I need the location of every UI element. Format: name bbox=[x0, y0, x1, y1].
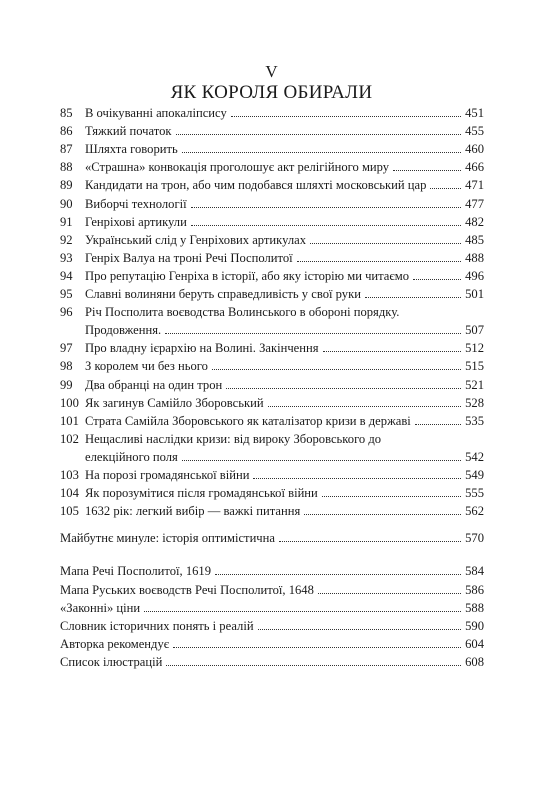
page-number: 521 bbox=[465, 377, 484, 392]
page-number: 555 bbox=[465, 486, 484, 501]
page-number: 528 bbox=[465, 395, 484, 410]
page-number: 501 bbox=[465, 287, 484, 301]
entry-title: Майбутнє минуле: історія оптимістична bbox=[60, 531, 275, 546]
page-number: 512 bbox=[465, 341, 484, 356]
toc-entry[interactable] bbox=[60, 430, 484, 448]
page-number: 507 bbox=[465, 323, 484, 338]
chapter-number: 92 bbox=[60, 232, 73, 247]
part-number: V bbox=[265, 62, 278, 81]
chapter-number: 89 bbox=[60, 178, 73, 193]
entry-title: «Страшна» конвокація проголошує акт релігійного миру bbox=[85, 160, 390, 175]
dot-leader bbox=[212, 369, 461, 370]
page-number: 477 bbox=[465, 196, 484, 211]
toc-entry[interactable] bbox=[60, 562, 484, 580]
entry-title: Мапа Речі Посполитої, 1619 bbox=[60, 564, 212, 579]
dot-leader bbox=[182, 152, 461, 153]
page-number: 586 bbox=[465, 582, 484, 597]
dot-leader bbox=[323, 351, 462, 352]
dot-leader bbox=[279, 541, 461, 542]
entry-title: Список ілюстрацій bbox=[60, 654, 163, 669]
page-number: 515 bbox=[465, 359, 484, 374]
dot-leader bbox=[430, 188, 461, 189]
entry-title: Про репутацію Генріха в історії, або яку історію ми читаємо bbox=[85, 268, 410, 283]
toc-entry[interactable] bbox=[60, 285, 484, 303]
part-title: ЯК КОРОЛЯ ОБИРАЛИ bbox=[170, 82, 373, 103]
chapter-number: 85 bbox=[60, 106, 73, 120]
entry-title: Як загинув Самійло Зборовський bbox=[85, 395, 264, 410]
chapter-number: 90 bbox=[60, 196, 73, 211]
entry-title: В очікуванні апокаліпсису bbox=[85, 106, 227, 120]
entry-title: Мапа Руських воєводств Речі Посполитої, 1648 bbox=[60, 582, 314, 597]
chapter-number: 86 bbox=[60, 124, 73, 139]
dot-leader bbox=[182, 460, 461, 461]
page-number: 590 bbox=[465, 618, 484, 633]
entry-title: Генріх Валуа на троні Речі Посполитої bbox=[85, 250, 293, 265]
dot-leader bbox=[215, 574, 461, 575]
toc-entry[interactable] bbox=[60, 502, 484, 520]
dot-leader bbox=[297, 261, 461, 262]
page-number: 485 bbox=[465, 232, 484, 247]
toc-entry[interactable] bbox=[60, 140, 484, 158]
entry-title: Шляхта говорить bbox=[85, 142, 178, 157]
page-number: 482 bbox=[465, 214, 484, 229]
toc-entry[interactable] bbox=[60, 617, 484, 635]
page-number: 466 bbox=[465, 160, 484, 175]
chapter-number: 94 bbox=[60, 268, 73, 283]
toc-entry[interactable] bbox=[60, 484, 484, 502]
chapter-number: 97 bbox=[60, 341, 73, 356]
dot-leader bbox=[415, 424, 461, 425]
toc-entry[interactable] bbox=[60, 599, 484, 617]
chapter-number: 101 bbox=[60, 413, 79, 428]
chapter-number: 87 bbox=[60, 142, 73, 157]
toc-entry[interactable] bbox=[60, 376, 484, 394]
dot-leader bbox=[173, 647, 461, 648]
toc-entry[interactable] bbox=[60, 303, 484, 321]
entry-title: Український слід у Генріхових артикулах bbox=[85, 232, 307, 247]
entry-title: Як порозумітися після громадянської війни bbox=[85, 486, 318, 501]
page-number: 608 bbox=[465, 654, 484, 669]
chapter-number: 88 bbox=[60, 160, 73, 175]
entry-title: На порозі громадянської війни bbox=[85, 468, 250, 482]
chapter-number: 95 bbox=[60, 287, 73, 301]
toc-entry[interactable] bbox=[60, 176, 484, 194]
page-number: 542 bbox=[465, 449, 484, 464]
page-number: 471 bbox=[465, 178, 484, 193]
page-number: 588 bbox=[465, 600, 484, 615]
toc-entry[interactable] bbox=[60, 158, 484, 176]
page-number: 488 bbox=[465, 250, 484, 265]
toc-entry[interactable] bbox=[60, 412, 484, 430]
toc-entry[interactable] bbox=[60, 653, 484, 671]
chapter-number: 98 bbox=[60, 359, 73, 374]
entry-title: Тяжкий початок bbox=[85, 124, 172, 139]
page-number: 584 bbox=[465, 564, 484, 579]
toc-entry[interactable] bbox=[60, 466, 484, 484]
entry-title: Авторка рекомендує bbox=[60, 636, 170, 651]
entry-title: Страта Самійла Зборовського як каталізатор кризи в державі bbox=[85, 413, 411, 428]
page-number: 549 bbox=[465, 468, 484, 482]
page-number: 451 bbox=[465, 106, 484, 120]
toc-entry[interactable] bbox=[60, 581, 484, 599]
entry-title-line1: Річ Посполита воєводства Волинського в обороні порядку. bbox=[85, 305, 400, 320]
page-number: 460 bbox=[465, 142, 484, 157]
dot-leader bbox=[253, 478, 461, 479]
toc-entry[interactable] bbox=[60, 231, 484, 249]
chapter-number: 105 bbox=[60, 504, 79, 519]
entry-title-line1: Нещасливі наслідки кризи: від вироку Зборовського до bbox=[85, 431, 382, 446]
page-number: 496 bbox=[465, 268, 484, 283]
dot-leader bbox=[258, 629, 462, 630]
dot-leader bbox=[231, 116, 461, 117]
page-number: 455 bbox=[465, 124, 484, 139]
chapter-number: 91 bbox=[60, 214, 73, 229]
chapter-number: 103 bbox=[60, 468, 79, 482]
toc-entry[interactable] bbox=[60, 529, 484, 547]
page-number: 535 bbox=[465, 413, 484, 428]
dot-leader bbox=[310, 243, 461, 244]
entry-title: Словник історичних понять і реалій bbox=[60, 618, 254, 633]
toc-entry[interactable] bbox=[60, 195, 484, 213]
chapter-number: 104 bbox=[60, 486, 79, 501]
page-number: 570 bbox=[465, 531, 484, 546]
entry-title: «Законні» ціни bbox=[60, 600, 141, 615]
dot-leader bbox=[322, 496, 461, 497]
dot-leader bbox=[165, 333, 461, 334]
toc-entry[interactable] bbox=[60, 213, 484, 231]
entry-title: Генріхові артикули bbox=[85, 214, 187, 229]
dot-leader bbox=[318, 593, 461, 594]
entry-title: Виборчі технології bbox=[85, 196, 187, 211]
dot-leader bbox=[304, 514, 461, 515]
dot-leader bbox=[413, 279, 461, 280]
toc-entry[interactable] bbox=[60, 249, 484, 267]
toc-entry[interactable] bbox=[60, 394, 484, 412]
toc-entry[interactable] bbox=[60, 635, 484, 653]
dot-leader bbox=[191, 225, 461, 226]
toc-entry[interactable] bbox=[60, 321, 484, 339]
dot-leader bbox=[176, 134, 462, 135]
dot-leader bbox=[226, 388, 461, 389]
toc-entry[interactable] bbox=[60, 339, 484, 357]
dot-leader bbox=[166, 665, 461, 666]
entry-title: Славні волиняни беруть справедливість у свої руки bbox=[85, 287, 361, 301]
dot-leader bbox=[191, 207, 461, 208]
entry-title: Кандидати на трон, або чим подобався шляхті московський цар bbox=[85, 178, 427, 193]
dot-leader bbox=[144, 611, 461, 612]
toc-entry[interactable] bbox=[60, 267, 484, 285]
page-number: 604 bbox=[465, 636, 484, 651]
entry-title: Продовження. bbox=[85, 323, 162, 338]
chapter-number: 93 bbox=[60, 250, 73, 265]
chapter-number: 96 bbox=[60, 305, 73, 320]
dot-leader bbox=[268, 406, 462, 407]
entry-title: З королем чи без нього bbox=[85, 359, 208, 374]
dot-leader bbox=[365, 297, 461, 298]
chapter-number: 99 bbox=[60, 377, 73, 392]
page-number: 562 bbox=[465, 504, 484, 519]
toc-entry[interactable] bbox=[60, 104, 484, 122]
chapter-number: 102 bbox=[60, 431, 79, 446]
entry-title: Про владну ієрархію на Волині. Закінчення bbox=[85, 341, 319, 356]
toc-entry[interactable] bbox=[60, 122, 484, 140]
chapter-number: 100 bbox=[60, 395, 79, 410]
toc-entry[interactable] bbox=[60, 448, 484, 466]
entry-title: елекційного поля bbox=[85, 449, 178, 464]
entry-title: 1632 рік: легкий вибір — важкі питання bbox=[85, 504, 301, 519]
entry-title: Два обранці на один трон bbox=[85, 377, 223, 392]
toc-entry[interactable] bbox=[60, 357, 484, 375]
dot-leader bbox=[393, 170, 461, 171]
